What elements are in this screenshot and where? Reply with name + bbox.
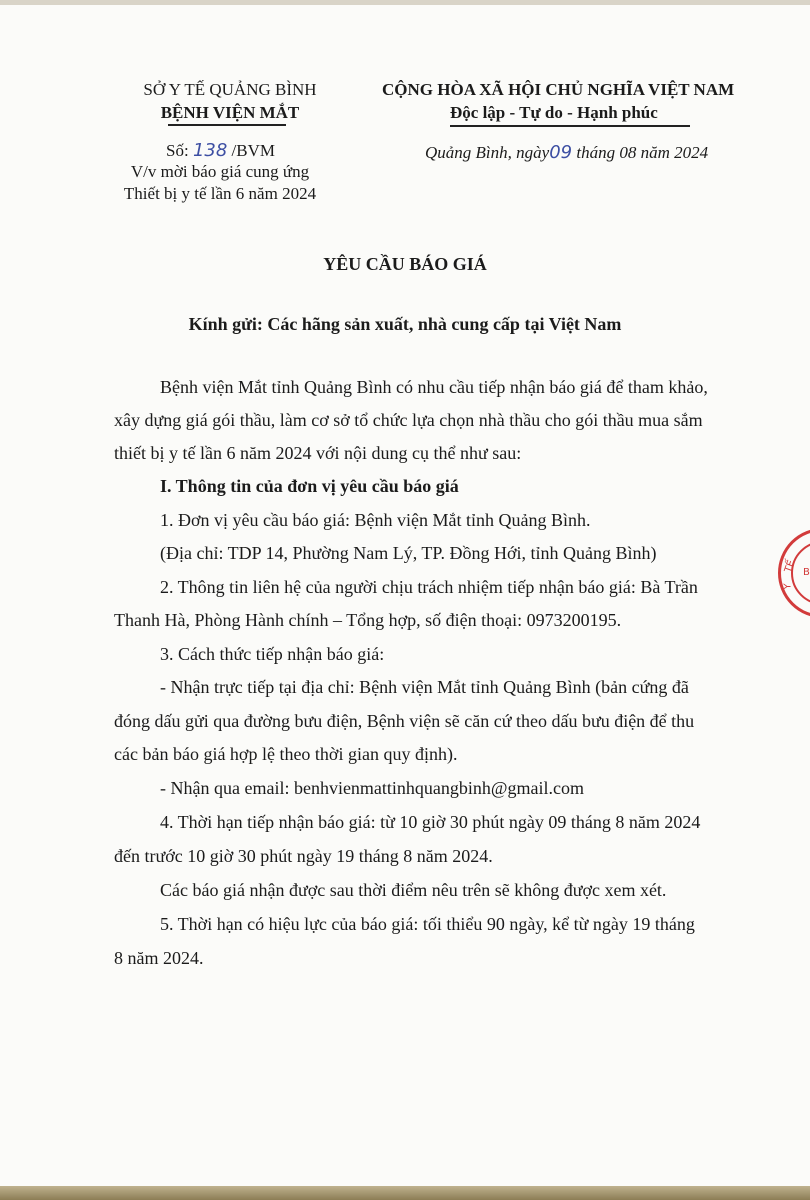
date-suffix: tháng 08 năm 2024	[576, 143, 709, 162]
document-title: YÊU CẦU BÁO GIÁ	[323, 254, 487, 274]
item-3-direct-line-3: các bản báo giá hợp lệ theo thời gian quy định).	[114, 744, 458, 764]
item-1: 1. Đơn vị yêu cầu báo giá: Bệnh viện Mắt tỉnh Quảng Bình.	[160, 510, 591, 530]
handwritten-number: 138	[192, 140, 228, 161]
red-seal-stamp	[778, 528, 810, 618]
item-1-address: (Địa chỉ: TDP 14, Phường Nam Lý, TP. Đồng Hới, tỉnh Quảng Bình)	[160, 543, 657, 563]
motto-underline	[450, 125, 690, 127]
handwritten-day: 09	[549, 142, 573, 163]
stamp-text-y: Y	[782, 583, 794, 590]
hospital-underline	[168, 124, 286, 126]
intro-line-1: Bệnh viện Mắt tỉnh Quảng Bình có nhu cầu tiếp nhận báo giá để tham khảo,	[160, 377, 708, 397]
stamp-text-te: TẾ	[782, 558, 798, 575]
recipient-line: Kính gửi: Các hãng sản xuất, nhà cung cấp tại Việt Nam	[188, 314, 622, 334]
item-4-line-2: đến trước 10 giờ 30 phút ngày 19 tháng 8 năm 2024.	[114, 846, 493, 866]
item-5-line-2: 8 năm 2024.	[114, 948, 204, 968]
item-5-line-1: 5. Thời hạn có hiệu lực của báo giá: tối thiểu 90 ngày, kể từ ngày 19 tháng	[160, 914, 695, 934]
item-3-email: - Nhận qua email: benhvienmattinhquangbinh@gmail.com	[160, 778, 584, 798]
item-4-note: Các báo giá nhận được sau thời điểm nêu trên sẽ không được xem xét.	[160, 880, 667, 900]
item-2-line-2: Thanh Hà, Phòng Hành chính – Tổng hợp, số điện thoại: 0973200195.	[114, 610, 622, 630]
subject-line-2: Thiết bị y tế lần 6 năm 2024	[123, 184, 317, 203]
country-name: CỘNG HÒA XÃ HỘI CHỦ NGHĨA VIỆT NAM	[382, 80, 735, 99]
subject-line-1: V/v mời báo giá cung ứng	[130, 162, 310, 181]
hospital-name: BỆNH VIỆN MẮT	[160, 103, 300, 122]
item-4-line-1: 4. Thời hạn tiếp nhận báo giá: từ 10 giờ 30 phút ngày 09 tháng 8 năm 2024	[160, 812, 701, 832]
page-bottom-edge	[0, 1186, 810, 1200]
agency-name: SỞ Y TẾ QUẢNG BÌNH	[143, 80, 317, 99]
issue-date	[425, 142, 708, 163]
intro-line-3: thiết bị y tế lần 6 năm 2024 với nội dung cụ thể như sau:	[114, 443, 522, 463]
intro-line-2: xây dựng giá gói thầu, làm cơ sở tổ chức lựa chọn nhà thầu cho gói thầu mua sắm	[114, 410, 703, 430]
date-prefix: Quảng Bình, ngày	[425, 143, 550, 162]
item-3: 3. Cách thức tiếp nhận báo giá:	[160, 644, 385, 664]
number-prefix: Số:	[166, 141, 189, 160]
section-1-heading: I. Thông tin của đơn vị yêu cầu báo giá	[160, 476, 459, 496]
national-motto: Độc lập - Tự do - Hạnh phúc	[450, 103, 658, 122]
page-top-edge	[0, 0, 810, 5]
item-3-direct-line-2: đóng dấu gửi qua đường bưu điện, Bệnh viện sẽ căn cứ theo dấu bưu điện để thu	[114, 711, 695, 731]
item-3-direct-line-1: - Nhận trực tiếp tại địa chỉ: Bệnh viện Mắt tỉnh Quảng Bình (bản cứng đã	[160, 677, 689, 697]
document-number	[166, 140, 275, 161]
stamp-text-b: B	[803, 567, 810, 578]
item-2-line-1: 2. Thông tin liên hệ của người chịu trách nhiệm tiếp nhận báo giá: Bà Trần	[160, 577, 698, 597]
number-suffix: /BVM	[231, 141, 276, 160]
